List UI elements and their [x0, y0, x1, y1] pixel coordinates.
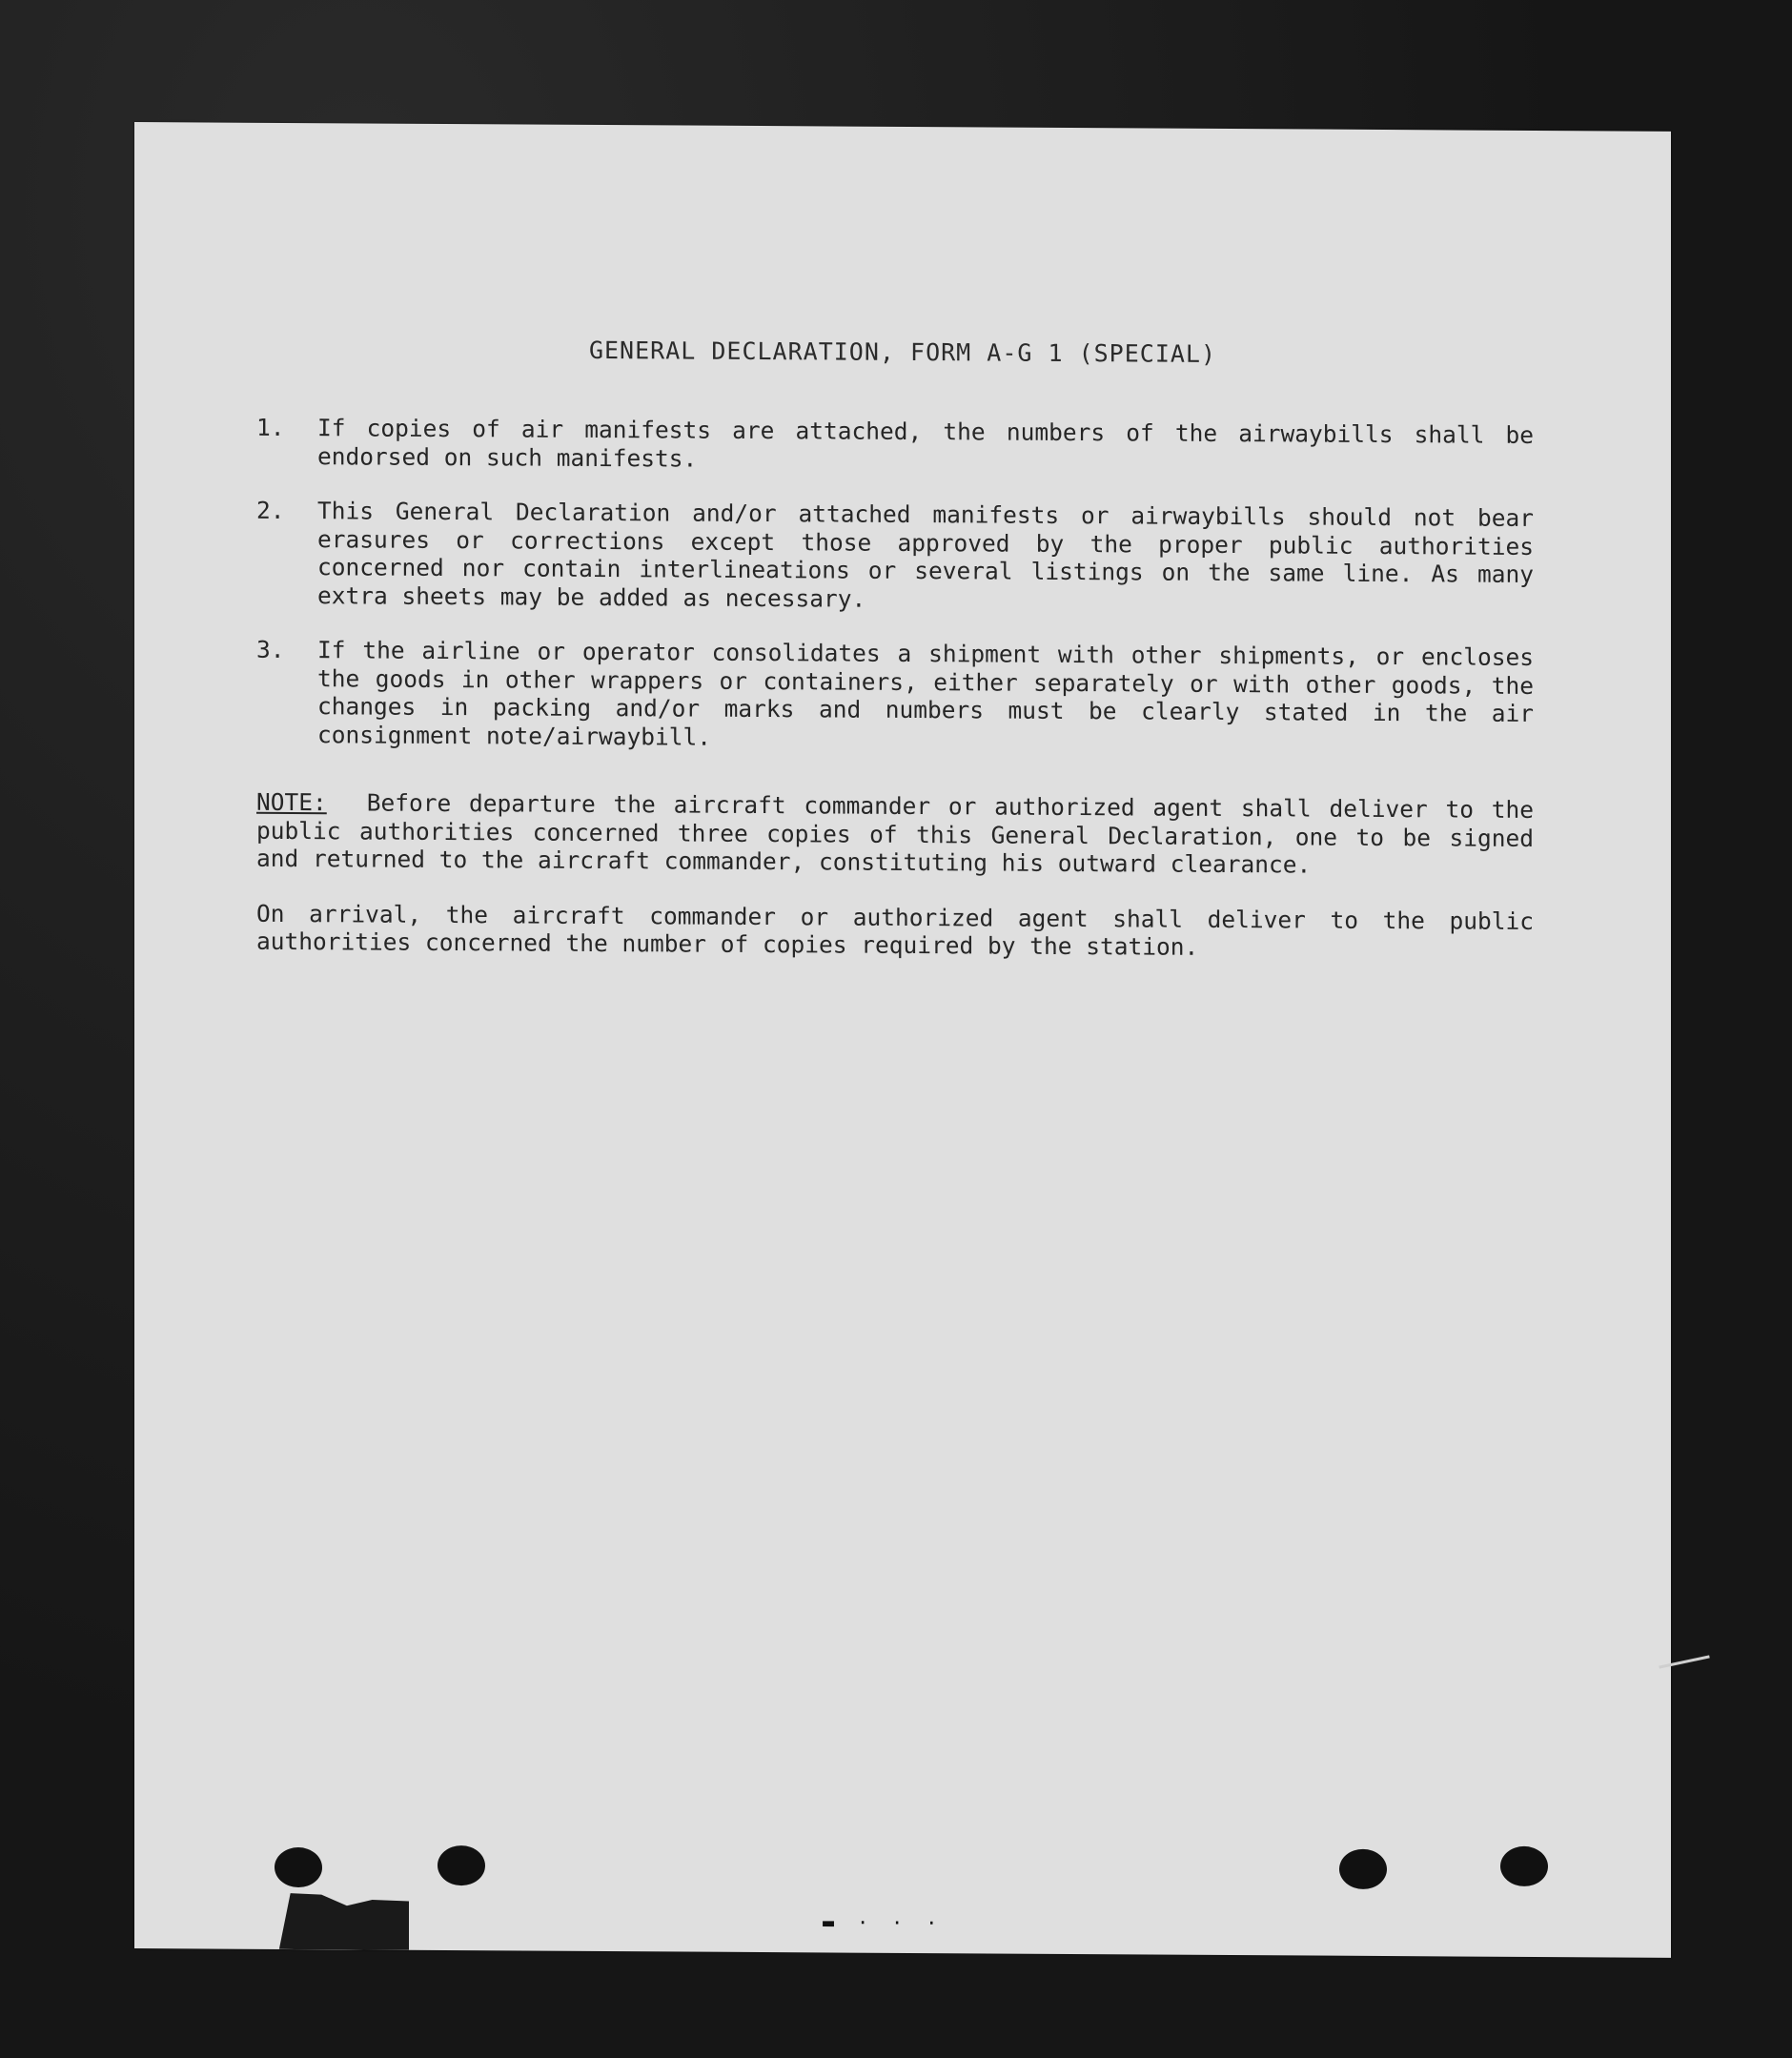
punch-hole	[438, 1845, 485, 1885]
document-title: GENERAL DECLARATION, FORM A-G 1 (SPECIAL)	[588, 336, 1217, 368]
torn-corner	[268, 1888, 409, 1950]
arrival-paragraph: On arrival, the aircraft commander or authorized agent shall deliver to the public authorities concerned the number of copies required by the station.	[256, 899, 1534, 961]
punch-hole	[1500, 1846, 1548, 1886]
document-page	[134, 122, 1671, 1958]
item-text: If copies of air manifests are attached, the numbers of the airwaybills shall be endorsed on such manifests.	[317, 414, 1534, 473]
instruction-item	[256, 636, 1534, 756]
note-paragraph	[256, 788, 1534, 881]
item-text: This General Declaration and/or attached manifests or airwaybills should not bear erasures or corrections except those approved by the proper public authorities concerned nor contain interlineations or several listings on the same line. As many extra sheets may be added as necessary.	[317, 497, 1534, 613]
punch-hole	[1339, 1849, 1387, 1889]
ink-specks: ▬ · · ·	[823, 1910, 944, 1935]
item-number: 3.	[256, 635, 285, 663]
note-label: NOTE:	[256, 787, 327, 817]
item-text: If the airline or operator consolidates a shipment with other shipments, or encloses the goods in other wrappers or containers, either separately or with other goods, the changes in packing and/or marks and numbers must be clearly stated in the air consignment note/airwaybill.	[317, 636, 1534, 751]
instructions-body	[256, 414, 1534, 964]
item-number: 2.	[256, 496, 285, 524]
note-text: Before departure the aircraft commander or authorized agent shall deliver to the public authorities concerned three copies of this General Declaration, one to be signed and returned to the aircraft commander, constituting his outward clearance.	[256, 788, 1534, 879]
punch-hole	[275, 1847, 322, 1887]
instruction-item	[256, 497, 1534, 617]
instruction-item	[256, 414, 1534, 478]
item-number: 1.	[256, 413, 285, 441]
